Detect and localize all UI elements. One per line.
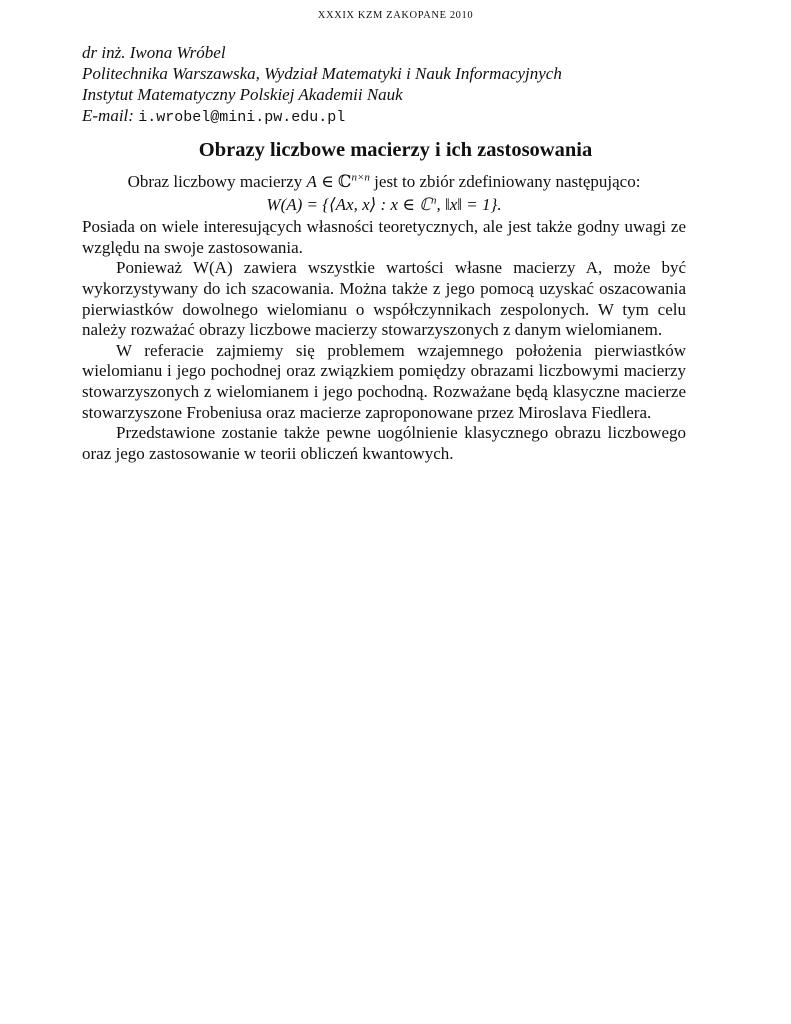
email-line [82, 105, 702, 128]
email-link[interactable]: i.wrobel@mini.pw.edu.pl [138, 109, 346, 126]
running-head: XXXIX KZM ZAKOPANE 2010 [317, 10, 474, 21]
email-label: E-mail: [82, 106, 134, 125]
intro-text: Obraz liczbowy macierzy [127, 172, 307, 191]
paragraph-2: Ponieważ W(A) zawiera wszystkie wartości własne macierzy A, może być wykorzystywany do ich szacowania. Można także z jego pomocą uzyskać oszacowania pierwiastków dowolnego wielomianu o współczynnikach zespolonych. W tym celu należy rozważać obrazy liczbowe macierzy stowarzyszonych z danym wielomianem. [82, 258, 686, 340]
abstract-body [82, 172, 686, 464]
affiliation-2: Instytut Matematyczny Polskiej Akademii Nauk [82, 85, 403, 104]
intro-tail: jest to zbiór zdefiniowany następująco: [369, 172, 641, 191]
intro-sentence [82, 172, 686, 193]
intro-var: A [306, 172, 317, 191]
formula-rhs: , ‖x‖ = 1}. [436, 194, 502, 214]
intro-sup: n×n [351, 171, 370, 184]
formula-sup: n [430, 193, 437, 206]
definition-formula [82, 195, 686, 216]
paragraph-3: W referacie zajmiemy się problemem wzajemnego położenia pierwiastków wielomianu i jego pochodnej oraz związkiem pomiędzy obrazami liczbowymi macierzy stowarzyszonych z wielomianem i jego pochodną. Rozważane będą klasyczne macierze stowarzyszone Frobeniusa oraz macierze zaproponowane przez Miroslava Fiedlera. [82, 340, 686, 422]
intro-set: ∈ ℂ [316, 172, 352, 191]
formula-lhs: W(A) = {⟨Ax, x⟩ : x ∈ ℂ [266, 194, 431, 214]
author-block [82, 42, 702, 128]
author-name: dr inż. Iwona Wróbel [82, 43, 226, 62]
paper-title: Obrazy liczbowe macierzy i ich zastosowania [198, 139, 593, 161]
paragraph-4: Przedstawione zostanie także pewne uogólnienie klasycznego obrazu liczbowego oraz jego zastosowanie w teorii obliczeń kwantowych. [82, 423, 686, 463]
affiliation-1: Politechnika Warszawska, Wydział Matematyki i Nauk Informacyjnych [82, 64, 562, 83]
paragraph-1: Posiada on wiele interesujących własności teoretycznych, ale jest także godny uwagi ze względu na swoje zastosowania. [82, 217, 686, 257]
